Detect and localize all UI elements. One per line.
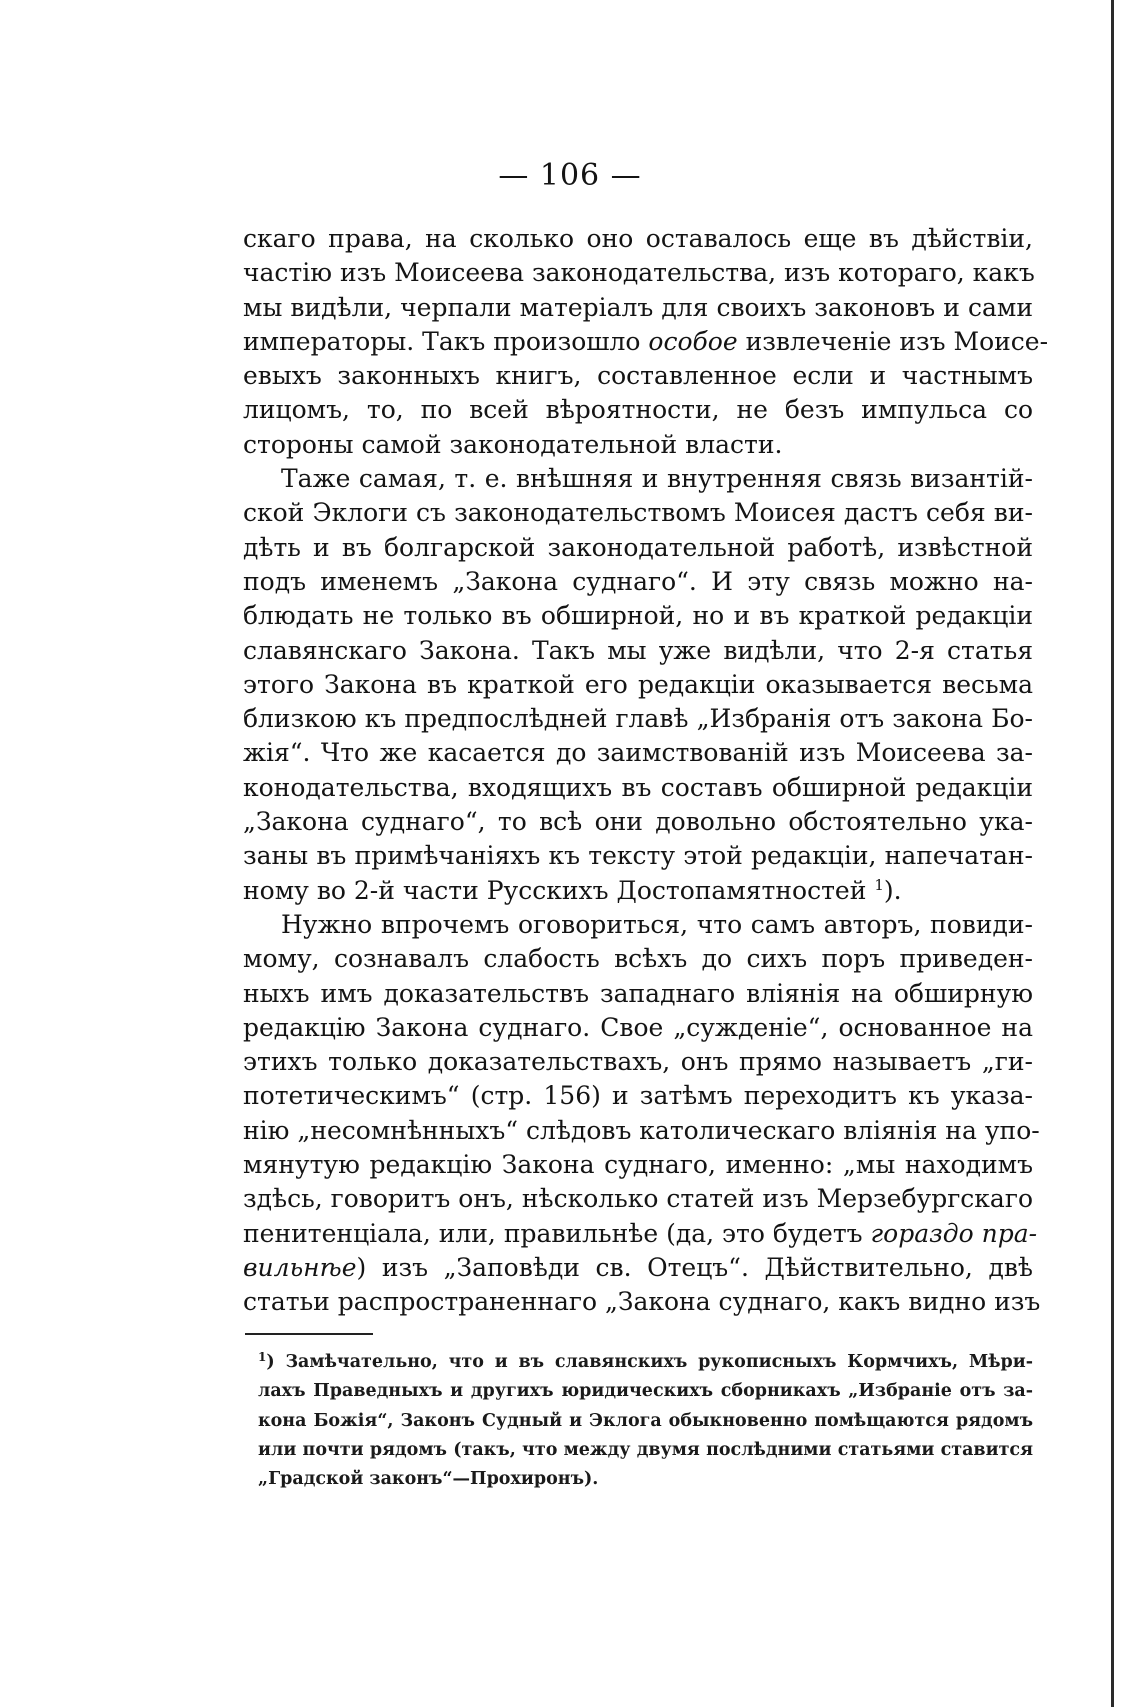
- text-line: здѣсь, говоритъ онъ, нѣсколько статей изъ Мерзебургскаго: [243, 1184, 1033, 1214]
- text-line: ской Эклоги съ законодательствомъ Моисея дастъ себя ви-: [243, 498, 1033, 528]
- emphasis-text: гораздо пра-: [870, 1218, 1038, 1248]
- text-line: заны въ примѣчаніяхъ къ тексту этой редакціи, напечатан-: [243, 841, 1033, 871]
- text-line: лицомъ, то, по всей вѣроятности, не безъ импульса со: [243, 395, 1033, 425]
- text-segment: ) Замѣчательно, что и въ славянскихъ рукописныхъ Кормчихъ, Мѣри-: [266, 1352, 1033, 1372]
- footnote-divider: [245, 1333, 373, 1335]
- text-line: блюдать не только въ обширной, но и въ краткой редакціи: [243, 601, 1033, 631]
- text-line: статьи распространеннаго „Закона суднаго, какъ видно изъ: [243, 1287, 1041, 1317]
- text-line: скаго права, на сколько оно оставалось еще въ дѣйствіи,: [243, 224, 1033, 253]
- footnote-line: „Градской законъ“—Прохиронъ).: [258, 1469, 599, 1490]
- footnote-reference: 1: [874, 875, 884, 894]
- footnote-line: [258, 1348, 1033, 1377]
- footnotes: [258, 1348, 1033, 1494]
- text-line: мянутую редакцію Закона суднаго, именно: „мы находимъ: [243, 1150, 1033, 1180]
- text-line: [243, 1251, 1033, 1285]
- text-line: мому, сознавалъ слабость всѣхъ до сихъ поръ приведен-: [243, 944, 1033, 974]
- emphasis-text: вильнѣе: [243, 1252, 357, 1282]
- text-line: славянскаго Закона. Такъ мы уже видѣли, что 2-я статья: [243, 635, 1033, 665]
- text-line: [243, 1217, 1038, 1251]
- text-segment: пенитенціала, или, правильнѣе (да, это будетъ: [243, 1218, 871, 1248]
- text-segment: ).: [883, 875, 902, 905]
- footnote-line: лахъ Праведныхъ и другихъ юридическихъ сборникахъ „Избраніе отъ за-: [258, 1381, 1033, 1402]
- text-segment: императоры. Такъ произошло: [243, 326, 649, 356]
- text-line: [243, 874, 1033, 908]
- text-line: конодательства, входящихъ въ составъ обширной редакціи: [243, 772, 1033, 802]
- text-line: Нужно впрочемъ оговориться, что самъ авторъ, повиди-: [281, 909, 1033, 939]
- text-segment: ) изъ „Заповѣди св. Отецъ“. Дѣйствительно, двѣ: [356, 1252, 1033, 1282]
- body-text: [243, 222, 1049, 1320]
- page-number: — 106 —: [498, 158, 642, 193]
- footnote-marker: 1: [258, 1350, 267, 1364]
- footnote-line: кона Божія“, Законъ Судный и Эклога обыкновенно помѣщаются рядомъ: [258, 1410, 1033, 1431]
- text-line: „Закона суднаго“, то всѣ они довольно обстоятельно ука-: [243, 807, 1033, 837]
- text-line: стороны самой законодательной власти.: [243, 429, 783, 459]
- text-line: этого Закона въ краткой его редакціи оказывается весьма: [243, 669, 1033, 699]
- text-line: жія“. Что же касается до заимствованій изъ Моисеева за-: [243, 738, 1033, 768]
- scan-page-edge: [1111, 0, 1114, 1707]
- text-segment: извлеченіе изъ Моисе-: [737, 326, 1049, 356]
- text-line: Таже самая, т. е. внѣшняя и внутренняя связь византій-: [281, 464, 1033, 494]
- emphasis-text: особое: [648, 326, 738, 356]
- text-line: потетическимъ“ (стр. 156) и затѣмъ переходитъ къ указа-: [243, 1081, 1033, 1111]
- text-segment: ному во 2-й части Русскихъ Достопамятностей: [243, 875, 875, 905]
- text-line: дѣть и въ болгарской законодательной работѣ, извѣстной: [243, 532, 1033, 562]
- text-line: этихъ только доказательствахъ, онъ прямо называетъ „ги-: [243, 1047, 1033, 1077]
- text-line: ныхъ имъ доказательствъ западнаго вліянія на обширную: [243, 978, 1033, 1008]
- text-line: мы видѣли, черпали матеріалъ для своихъ законовъ и сами: [243, 292, 1033, 322]
- text-line: нію „несомнѣнныхъ“ слѣдовъ католическаго вліянія на упо-: [243, 1115, 1040, 1145]
- text-line: евыхъ законныхъ книгъ, составленное если и частнымъ: [243, 361, 1033, 391]
- text-line: редакцію Закона суднаго. Свое „сужденіе“, основанное на: [243, 1012, 1033, 1042]
- text-line: [243, 325, 1049, 359]
- footnote-line: или почти рядомъ (такъ, что между двумя послѣдними статьями ставится: [258, 1439, 1033, 1460]
- text-line: частію изъ Моисеева законодательства, изъ котораго, какъ: [243, 258, 1035, 288]
- text-line: близкою къ предпослѣдней главѣ „Избранія отъ закона Бо-: [243, 704, 1033, 734]
- text-line: подъ именемъ „Закона суднаго“. И эту связь можно на-: [243, 566, 1033, 596]
